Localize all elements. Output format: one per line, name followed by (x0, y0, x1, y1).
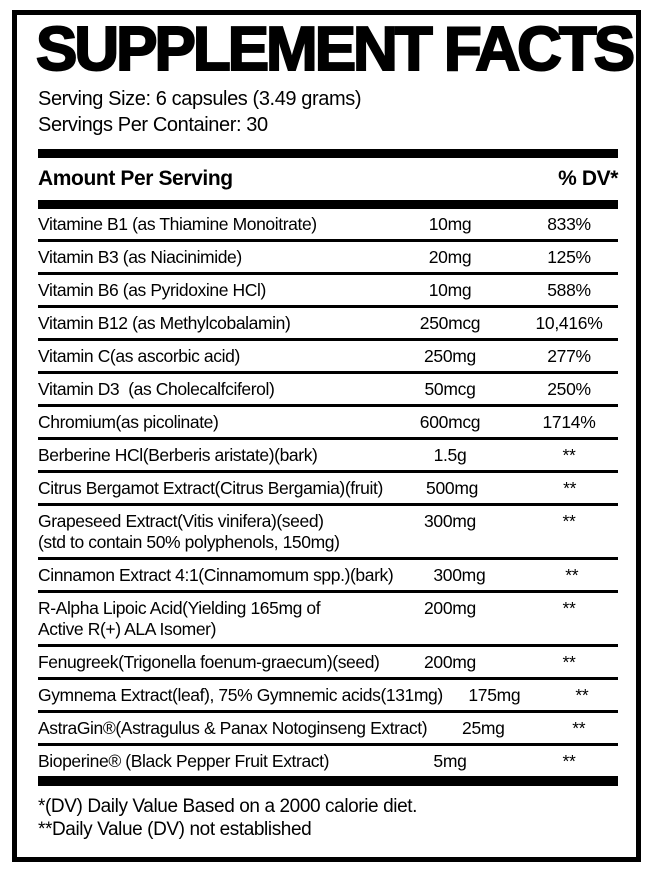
ingredient-name-line2: Active R(+) ALA Isomer) (38, 619, 217, 639)
ingredient-amount: 600mcg (419, 412, 481, 432)
serving-size-text: Serving Size: 6 capsules (3.49 grams) (38, 88, 362, 110)
table-header-row (38, 158, 618, 200)
ingredient-name-line1: Bioperine® (Black Pepper Fruit Extract) (38, 751, 330, 771)
ingredient-amount: 10mg (428, 214, 472, 234)
ingredient-name-line1: Fenugreek(Trigonella foenum-graecum)(seed) (38, 652, 380, 672)
table-row (38, 560, 618, 590)
table-row (38, 407, 618, 437)
table-row (38, 647, 618, 677)
ingredient-amount: 250mcg (419, 313, 481, 333)
ingredient-dv: 250% (547, 379, 591, 399)
table-row (38, 506, 618, 557)
ingredient-dv: ** (563, 478, 577, 498)
ingredient-name-line1: Berberine HCl(Berberis aristate)(bark) (38, 445, 318, 465)
ingredient-name (38, 247, 380, 268)
ingredient-name (38, 346, 380, 367)
ingredient-amount: 20mg (428, 247, 472, 267)
ingredient-name-line1: Gymnema Extract(leaf), 75% Gymnemic acids(131mg) (38, 685, 443, 705)
ingredient-name (38, 214, 380, 235)
ingredient-name (38, 412, 380, 433)
table-row (38, 308, 618, 338)
footnotes (38, 795, 618, 841)
ingredient-dv: ** (562, 445, 576, 465)
ingredient-name-line1: AstraGin®(Astragulus & Panax Notoginseng Extract) (38, 718, 428, 738)
table-row (38, 746, 618, 776)
table-row (38, 341, 618, 371)
table-row (38, 593, 618, 644)
ingredient-dv: 277% (547, 346, 591, 366)
ingredient-dv: ** (562, 652, 576, 672)
ingredient-name (38, 598, 380, 640)
ingredient-dv: ** (565, 565, 579, 585)
table-row (38, 713, 618, 743)
ingredient-amount: 5mg (433, 751, 467, 771)
ingredient-name-line1: Vitamin B6 (as Pyridoxine HCl) (38, 280, 266, 300)
ingredient-name-line1: Grapeseed Extract(Vitis vinifera)(seed) (38, 511, 324, 531)
ingredient-dv: ** (562, 598, 576, 618)
ingredient-dv: 10,416% (535, 313, 603, 333)
ingredient-name-line1: Vitamine B1 (as Thiamine Monoitrate) (38, 214, 317, 234)
divider-thick-bottom (38, 776, 618, 786)
panel-title: SUPPLEMENT FACTS (36, 15, 633, 84)
ingredient-amount: 200mg (423, 598, 476, 618)
ingredient-name (38, 445, 380, 466)
ingredient-name-line1: Vitamin D3 (as Cholecalfciferol) (38, 379, 275, 399)
ingredient-name (38, 751, 380, 772)
ingredient-name-line2: (std to contain 50% polyphenols, 150mg) (38, 532, 340, 552)
ingredient-dv: 125% (547, 247, 591, 267)
ingredient-dv: 833% (547, 214, 591, 234)
ingredient-name (38, 313, 380, 334)
column-header-amount: Amount Per Serving (38, 167, 233, 190)
ingredient-amount: 500mg (426, 478, 479, 498)
serving-info (38, 86, 618, 138)
ingredient-amount: 300mg (423, 511, 476, 531)
ingredient-name (38, 280, 380, 301)
ingredient-name-line1: R-Alpha Lipoic Acid(Yielding 165mg of (38, 598, 321, 618)
ingredient-dv: ** (575, 685, 589, 705)
ingredient-name (38, 718, 427, 739)
ingredient-name-line1: Vitamin C(as ascorbic acid) (38, 346, 240, 366)
ingredient-name (38, 511, 380, 553)
ingredient-dv: ** (562, 511, 576, 531)
ingredient-dv: ** (572, 718, 586, 738)
ingredient-amount: 25mg (462, 718, 505, 738)
ingredient-amount: 50mcg (424, 379, 476, 399)
table-row (38, 242, 618, 272)
table-row (38, 374, 618, 404)
table-row (38, 473, 618, 503)
supplement-facts-panel (12, 10, 641, 862)
table-row (38, 209, 618, 239)
ingredient-dv: 588% (547, 280, 591, 300)
ingredient-dv: ** (562, 751, 576, 771)
ingredient-name (38, 652, 380, 673)
ingredient-name (38, 379, 380, 400)
ingredient-name (38, 478, 383, 499)
ingredient-amount: 200mg (423, 652, 476, 672)
divider-thick-header (38, 200, 618, 209)
ingredient-amount: 1.5g (433, 445, 467, 465)
table-row (38, 680, 618, 710)
table-row (38, 440, 618, 470)
ingredient-name (38, 685, 443, 706)
ingredient-table (38, 209, 618, 776)
ingredient-amount: 250mg (423, 346, 476, 366)
ingredient-name-line1: Citrus Bergamot Extract(Citrus Bergamia)(fruit) (38, 478, 383, 498)
table-row (38, 275, 618, 305)
ingredient-name-line1: Chromium(as picolinate) (38, 412, 219, 432)
ingredient-amount: 10mg (428, 280, 472, 300)
ingredient-amount: 175mg (468, 685, 521, 705)
ingredient-dv: 1714% (542, 412, 596, 432)
ingredient-name-line1: Vitamin B3 (as Niacinimide) (38, 247, 242, 267)
footnote-daily-value: *(DV) Daily Value Based on a 2000 calorie diet. (38, 796, 418, 817)
servings-per-container-text: Servings Per Container: 30 (38, 114, 268, 136)
divider-thick-top (38, 149, 618, 158)
ingredient-amount: 300mg (433, 565, 486, 585)
ingredient-name-line1: Cinnamon Extract 4:1(Cinnamomum spp.)(bark) (38, 565, 394, 585)
column-header-dv: % DV* (558, 167, 618, 190)
footnote-not-established: **Daily Value (DV) not established (38, 819, 312, 840)
ingredient-name (38, 565, 393, 586)
ingredient-name-line1: Vitamin B12 (as Methylcobalamin) (38, 313, 291, 333)
